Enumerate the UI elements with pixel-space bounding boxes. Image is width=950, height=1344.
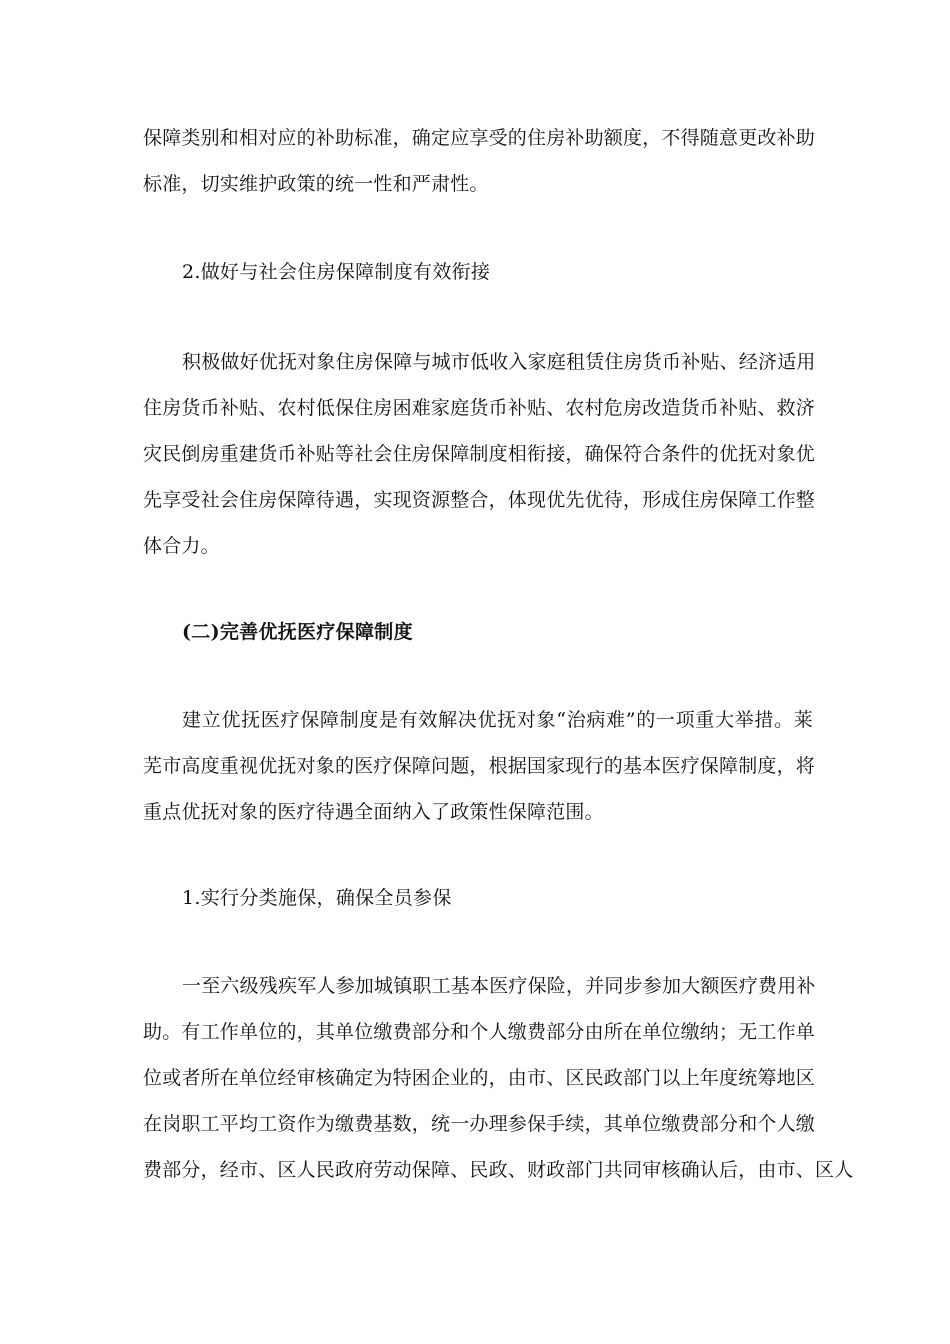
- paragraph-line: 在岗职工平均工资作为缴费基数，统一办理参保手续，其单位缴费部分和个人缴: [143, 1113, 816, 1135]
- subheading-2: 2.做好与社会住房保障制度有效衔接: [182, 261, 491, 283]
- paragraph-line: 积极做好优抚对象住房保障与城市低收入家庭租赁住房货币补贴、经济适用: [182, 351, 816, 373]
- paragraph-line: 一至六级残疾军人参加城镇职工基本医疗保险，并同步参加大额医疗费用补: [182, 975, 816, 997]
- paragraph-line: 标准，切实维护政策的统一性和严肃性。: [143, 173, 489, 195]
- paragraph-line: 体合力。: [143, 535, 220, 557]
- paragraph-line: 重点优抚对象的医疗待遇全面纳入了政策性保障范围。: [143, 801, 604, 823]
- paragraph-line: 建立优抚医疗保障制度是有效解决优抚对象“治病难”的一项重大举措。莱: [182, 709, 813, 731]
- paragraph-line: 先享受社会住房保障待遇，实现资源整合，体现优先优待，形成住房保障工作整: [143, 489, 816, 511]
- paragraph-line: 芜市高度重视优抚对象的医疗保障问题，根据国家现行的基本医疗保障制度，将: [143, 755, 816, 777]
- section-heading: (二)完善优抚医疗保障制度: [182, 621, 413, 643]
- paragraph-line: 费部分，经市、区人民政府劳动保障、民政、财政部门共同审核确认后，由市、区人: [143, 1159, 854, 1181]
- paragraph-line: 灾民倒房重建货币补贴等社会住房保障制度相衔接，确保符合条件的优抚对象优: [143, 443, 816, 465]
- paragraph-line: 保障类别和相对应的补助标准，确定应享受的住房补助额度，不得随意更改补助: [143, 127, 816, 149]
- paragraph-line: 位或者所在单位经审核确定为特困企业的，由市、区民政部门以上年度统筹地区: [143, 1067, 816, 1089]
- paragraph-line: 住房货币补贴、农村低保住房困难家庭货币补贴、农村危房改造货币补贴、救济: [143, 397, 816, 419]
- subheading-1: 1.实行分类施保，确保全员参保: [182, 887, 452, 909]
- paragraph-line: 助。有工作单位的，其单位缴费部分和个人缴费部分由所在单位缴纳；无工作单: [143, 1021, 816, 1043]
